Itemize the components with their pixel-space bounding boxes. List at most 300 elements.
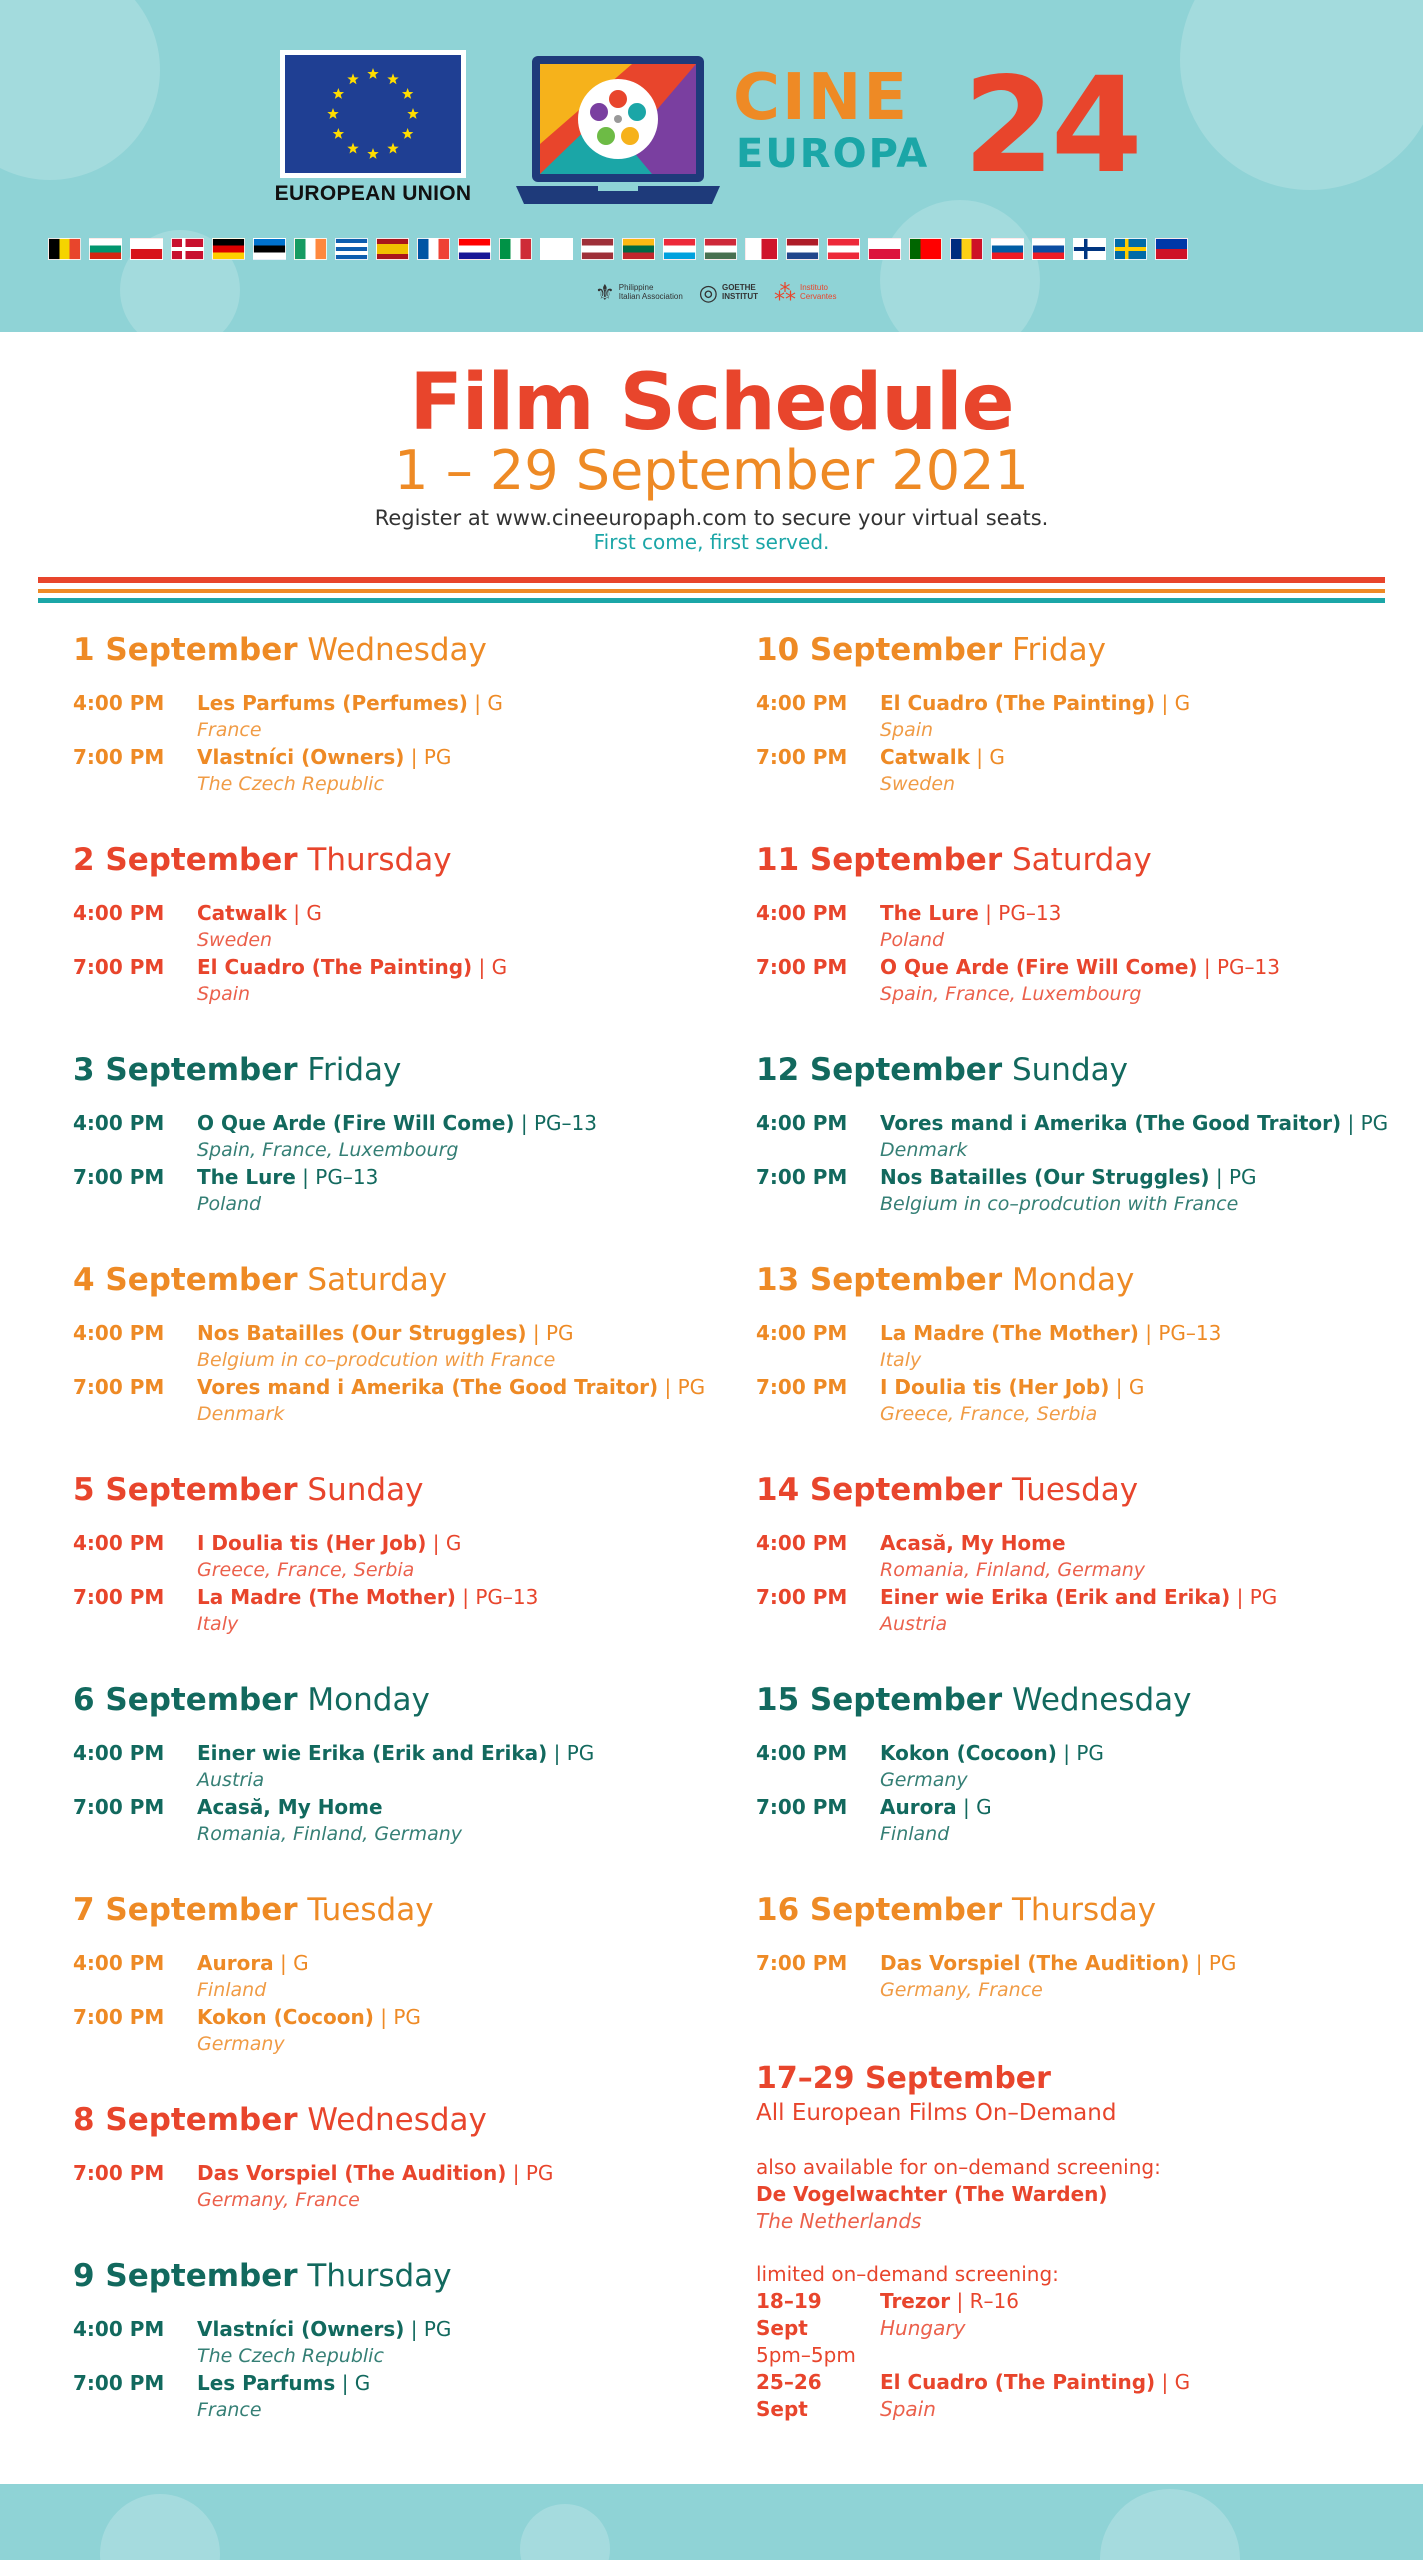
day-heading (73, 1468, 713, 1512)
on-demand-heading: 17–29 September (756, 2061, 1051, 2096)
day-block (73, 2254, 713, 2424)
eu-star (333, 88, 344, 99)
day-block (756, 1258, 1396, 1428)
film-rating: PG (677, 1375, 706, 1399)
day-heading (73, 2098, 713, 2142)
day-date: 13 September (756, 1262, 1003, 1298)
laptop-film-reel-icon (512, 54, 724, 210)
film-country: Germany (880, 1769, 968, 1791)
flag-hungary (704, 238, 737, 260)
day-heading (756, 628, 1396, 672)
film-rating: PG–13 (1216, 955, 1280, 979)
screening-row: 7:00 PM Kokon (Cocoon) | PG Germany (73, 2004, 713, 2058)
decor-circle (880, 200, 1040, 332)
screening-row: 4:00 PM O Que Arde (Fire Will Come) | PG–13 Spain, France, Luxembourg (73, 1110, 713, 1164)
film-country: Italy (880, 1349, 922, 1371)
partner-line2: Italian Association (618, 292, 683, 301)
film-country: Belgium in co–prodcution with France (197, 1349, 556, 1371)
screening-time: 4:00 PM (73, 691, 165, 715)
day-block (73, 2098, 713, 2214)
film-rating: PG (423, 2317, 452, 2341)
flag-portugal (909, 238, 942, 260)
day-date: 6 September (73, 1682, 298, 1718)
screening-row: 4:00 PM I Doulia tis (Her Job) | G Greece, France, Serbia (73, 1530, 713, 1584)
film-rating: PG–13 (1158, 1321, 1222, 1345)
film-country: Germany, France (880, 1979, 1043, 2001)
screening-time: 7:00 PM (756, 745, 848, 769)
film-rating: G (491, 955, 508, 979)
film-country: Sweden (197, 929, 273, 951)
screening-row: 4:00 PM Vores mand i Amerika (The Good Traitor) | PG Denmark (756, 1110, 1396, 1164)
partner-goethe-institut (698, 279, 758, 305)
day-heading (756, 1048, 1396, 1092)
screening-row: 7:00 PM La Madre (The Mother) | PG–13 Italy (73, 1584, 713, 1638)
screening-time: 7:00 PM (756, 1375, 848, 1399)
eu-star (402, 128, 413, 139)
film-rating: PG–13 (998, 901, 1062, 925)
film-country: Italy (197, 1613, 239, 1635)
flag-poland (868, 238, 901, 260)
limited-film: El Cuadro (The Painting) (880, 2370, 1156, 2394)
eu-star (407, 108, 418, 119)
day-weekday: Monday (307, 1682, 430, 1718)
film-title: Aurora (880, 1795, 957, 1819)
screening-time: 7:00 PM (73, 2371, 165, 2395)
screening-time: 4:00 PM (756, 1111, 848, 1135)
film-title: Einer wie Erika (Erik and Erika) (197, 1741, 548, 1765)
day-heading (73, 2254, 713, 2298)
limited-rating: G (1174, 2370, 1191, 2394)
screening-row: 4:00 PM Kokon (Cocoon) | PG Germany (756, 1740, 1396, 1794)
film-country: Sweden (880, 773, 956, 795)
schedule-column-right (756, 628, 1396, 2044)
screening-row: 7:00 PM Vores mand i Amerika (The Good Traitor) | PG Denmark (73, 1374, 713, 1428)
screening-row: 4:00 PM La Madre (The Mother) | PG–13 Italy (756, 1320, 1396, 1374)
partner-philippine-italian-association (595, 279, 683, 305)
film-title: Acasă, My Home (197, 1795, 383, 1819)
screening-row: 4:00 PM Einer wie Erika (Erik and Erika) | PG Austria (73, 1740, 713, 1794)
day-heading (756, 1888, 1396, 1932)
flag-france (417, 238, 450, 260)
day-block (756, 628, 1396, 798)
on-demand-section (756, 2060, 1396, 2423)
flag-croatia (458, 238, 491, 260)
flag-spain (376, 238, 409, 260)
also-available-country: The Netherlands (756, 2209, 922, 2233)
film-rating: G (976, 1795, 992, 1819)
screening-time: 4:00 PM (756, 1741, 848, 1765)
flag-ireland (294, 238, 327, 260)
flag-sweden (1114, 238, 1147, 260)
day-weekday: Thursday (307, 2258, 452, 2294)
flag-greece (335, 238, 368, 260)
screening-time: 7:00 PM (73, 1165, 165, 1189)
film-title: El Cuadro (The Painting) (880, 691, 1156, 715)
screening-time: 7:00 PM (73, 2161, 165, 2185)
day-date: 3 September (73, 1052, 298, 1088)
film-rating: PG–13 (475, 1585, 539, 1609)
divider-stripe-red (38, 577, 1385, 583)
film-country: Denmark (197, 1403, 285, 1425)
day-block (73, 838, 713, 1008)
screening-time: 7:00 PM (73, 1585, 165, 1609)
screening-time: 7:00 PM (73, 1795, 165, 1819)
flag-denmark (171, 238, 204, 260)
film-country: The Czech Republic (197, 2345, 384, 2367)
film-rating: PG (566, 1741, 595, 1765)
screening-row (73, 1794, 713, 1848)
day-date: 10 September (756, 632, 1003, 668)
screening-time: 7:00 PM (756, 1585, 848, 1609)
film-title: Les Parfums (197, 2371, 336, 2395)
screening-time: 4:00 PM (73, 1531, 165, 1555)
limited-time: 5pm–5pm (756, 2343, 856, 2367)
day-block (756, 1048, 1396, 1218)
film-title: The Lure (880, 901, 979, 925)
screening-time: 4:00 PM (73, 1951, 165, 1975)
day-date: 11 September (756, 842, 1003, 878)
logo-cine: CINE (733, 61, 910, 135)
flag-italy (499, 238, 532, 260)
day-heading (73, 1258, 713, 1302)
header-banner (0, 0, 1423, 332)
film-country: France (197, 2399, 262, 2421)
day-block (73, 628, 713, 798)
film-title: Das Vorspiel (The Audition) (197, 2161, 507, 2185)
film-rating: G (989, 745, 1005, 769)
film-country: France (197, 719, 262, 741)
day-heading (756, 1468, 1396, 1512)
flag-czech-republic (130, 238, 163, 260)
film-rating: G (1128, 1375, 1145, 1399)
screening-row: 4:00 PM El Cuadro (The Painting) | G Spain (756, 690, 1396, 744)
day-heading (756, 1678, 1396, 1722)
film-country: Poland (197, 1193, 262, 1215)
film-title: Nos Batailles (Our Struggles) (197, 1321, 527, 1345)
film-country: Finland (197, 1979, 267, 2001)
film-title: Vores mand i Amerika (The Good Traitor) (880, 1111, 1342, 1135)
eu-star (402, 88, 413, 99)
film-country: Finland (880, 1823, 950, 1845)
film-rating: G (306, 901, 322, 925)
day-date: 5 September (73, 1472, 298, 1508)
day-date: 14 September (756, 1472, 1003, 1508)
limited-dates: 25–26 Sept (756, 2370, 822, 2421)
cineeuropa-logo (733, 49, 1143, 203)
screening-row: 7:00 PM El Cuadro (The Painting) | G Spain (73, 954, 713, 1008)
day-block (756, 1888, 1396, 2004)
screening-row: 7:00 PM Das Vorspiel (The Audition) | PG Germany, France (73, 2160, 713, 2214)
association-seal-icon: ⚜ (595, 279, 615, 305)
screening-row: 4:00 PM The Lure | PG–13 Poland (756, 900, 1396, 954)
limited-country: Hungary (880, 2316, 966, 2340)
partner-line2: Cervantes (799, 292, 837, 301)
day-date: 16 September (756, 1892, 1003, 1928)
day-heading (73, 1048, 713, 1092)
screening-time: 7:00 PM (756, 1795, 848, 1819)
also-available-label: also available for on–demand screening: (756, 2155, 1161, 2179)
first-come-note: First come, first served. (593, 530, 830, 554)
limited-label: limited on–demand screening: (756, 2262, 1059, 2286)
partner-line1: Instituto (799, 283, 828, 292)
logo-europa: EUROPA (736, 131, 930, 177)
film-country: Denmark (880, 1139, 968, 1161)
screening-time: 4:00 PM (73, 1741, 165, 1765)
register-note: Register at www.cineeuropaph.com to secure your virtual seats. (374, 506, 1049, 530)
day-date: 8 September (73, 2102, 298, 2138)
film-title: La Madre (The Mother) (880, 1321, 1139, 1345)
film-country: Germany, France (197, 2189, 360, 2211)
film-rating: G (1174, 691, 1191, 715)
eu-label: EUROPEAN UNION (274, 182, 472, 205)
day-heading (756, 838, 1396, 882)
day-heading (756, 1258, 1396, 1302)
film-country: Greece, France, Serbia (880, 1403, 1098, 1425)
film-title: O Que Arde (Fire Will Come) (880, 955, 1198, 979)
film-country: Spain (197, 983, 251, 1005)
flag-slovakia (1032, 238, 1065, 260)
flag-bulgaria (89, 238, 122, 260)
film-title: O Que Arde (Fire Will Come) (197, 1111, 515, 1135)
screening-row: 7:00 PM Les Parfums | G France (73, 2370, 713, 2424)
screening-time: 7:00 PM (73, 2005, 165, 2029)
film-title: Vlastníci (Owners) (197, 2317, 405, 2341)
screening-row: 4:00 PM Aurora | G Finland (73, 1950, 713, 2004)
film-rating: PG (525, 2161, 554, 2185)
film-title: I Doulia tis (Her Job) (880, 1375, 1110, 1399)
film-title: I Doulia tis (Her Job) (197, 1531, 427, 1555)
screening-time: 4:00 PM (756, 691, 848, 715)
flag-malta (745, 238, 778, 260)
film-rating: G (445, 1531, 462, 1555)
limited-rating: R–16 (969, 2289, 1019, 2313)
day-heading (73, 1888, 713, 1932)
screening-time: 7:00 PM (73, 745, 165, 769)
eu-star (387, 73, 398, 84)
film-title: Aurora (197, 1951, 274, 1975)
film-rating: G (354, 2371, 371, 2395)
day-date: 9 September (73, 2258, 298, 2294)
film-rating: G (293, 1951, 309, 1975)
limited-film: Trezor (880, 2289, 951, 2313)
footer-banner (0, 2484, 1423, 2560)
flag-lithuania (622, 238, 655, 260)
day-heading (73, 838, 713, 882)
screening-row: 7:00 PM I Doulia tis (Her Job) | G Greece, France, Serbia (756, 1374, 1396, 1428)
film-country: Austria (880, 1613, 948, 1635)
screening-time: 4:00 PM (756, 1531, 848, 1555)
flag-romania (950, 238, 983, 260)
flag-netherlands (786, 238, 819, 260)
film-title: La Madre (The Mother) (197, 1585, 456, 1609)
decor-circle (1180, 0, 1423, 190)
cervantes-logo-icon: ⁂ (773, 279, 796, 305)
flag-latvia (581, 238, 614, 260)
film-title: The Lure (197, 1165, 296, 1189)
film-country: Belgium in co–prodcution with France (880, 1193, 1239, 1215)
day-weekday: Saturday (1011, 842, 1152, 878)
screening-time: 4:00 PM (73, 1111, 165, 1135)
day-block (73, 1048, 713, 1218)
date-range: 1 – 29 September 2021 (394, 439, 1029, 502)
day-weekday: Wednesday (307, 632, 487, 668)
partner-instituto-cervantes (773, 279, 837, 305)
film-rating: G (487, 691, 503, 715)
partner-line1: GOETHE (721, 283, 756, 292)
film-country: Romania, Finland, Germany (880, 1559, 1146, 1581)
flag-cyprus (540, 238, 573, 260)
film-title: Acasă, My Home (880, 1531, 1066, 1555)
film-rating: PG (1208, 1951, 1237, 1975)
day-weekday: Tuesday (307, 1892, 434, 1928)
partner-logos (595, 272, 845, 312)
flag-slovenia (991, 238, 1024, 260)
film-rating: PG (1076, 1741, 1104, 1765)
page-title: Film Schedule (409, 358, 1014, 448)
screening-row: 4:00 PM Nos Batailles (Our Struggles) | PG Belgium in co–prodcution with France (73, 1320, 713, 1374)
limited-country: Spain (880, 2397, 936, 2421)
eu-star (367, 68, 378, 79)
screening-row: 7:00 PM Vlastníci (Owners) | PG The Czech Republic (73, 744, 713, 798)
film-title: Kokon (Cocoon) (197, 2005, 374, 2029)
eu-star (367, 148, 378, 159)
day-weekday: Sunday (1011, 1052, 1128, 1088)
film-title: El Cuadro (The Painting) (197, 955, 473, 979)
on-demand-sub: All European Films On–Demand (756, 2100, 1117, 2126)
day-weekday: Monday (1011, 1262, 1135, 1298)
screening-row: 7:00 PM Einer wie Erika (Erik and Erika) | PG Austria (756, 1584, 1396, 1638)
eu-stars-icon (285, 55, 461, 173)
day-block (73, 1888, 713, 2058)
film-title: Kokon (Cocoon) (880, 1741, 1057, 1765)
day-date: 1 September (73, 632, 298, 668)
day-weekday: Sunday (307, 1472, 424, 1508)
limited-entry: 25–26 Sept El Cuadro (The Painting) | G Spain (756, 2370, 1191, 2421)
eu-star (327, 108, 338, 119)
also-available-film: De Vogelwachter (The Warden) (756, 2182, 1108, 2206)
day-date: 4 September (73, 1262, 298, 1298)
film-title: Les Parfums (Perfumes) (197, 691, 468, 715)
decor-circle (100, 2494, 220, 2560)
logo-edition-number: 24 (963, 49, 1139, 203)
day-block (756, 1468, 1396, 1638)
flag-estonia (253, 238, 286, 260)
divider-stripe-teal (38, 598, 1385, 603)
film-title: Das Vorspiel (The Audition) (880, 1951, 1190, 1975)
film-title: Vores mand i Amerika (The Good Traitor) (197, 1375, 659, 1399)
day-block (756, 1678, 1396, 1848)
partner-line1: Philippine (618, 283, 654, 292)
day-weekday: Tuesday (1011, 1472, 1139, 1508)
film-rating: PG (393, 2005, 421, 2029)
day-weekday: Wednesday (1011, 1682, 1192, 1718)
film-rating: PG–13 (533, 1111, 597, 1135)
film-country: Spain, France, Luxembourg (880, 983, 1142, 1005)
film-country: Austria (197, 1769, 265, 1791)
film-country: Germany (197, 2033, 285, 2055)
screening-row: 7:00 PM The Lure | PG–13 Poland (73, 1164, 713, 1218)
day-heading (73, 1678, 713, 1722)
eu-star (387, 143, 398, 154)
screening-time: 4:00 PM (73, 1321, 165, 1345)
day-weekday: Friday (307, 1052, 402, 1088)
flag-austria (827, 238, 860, 260)
screening-row: 7:00 PM Aurora | G Finland (756, 1794, 1396, 1848)
screening-time: 4:00 PM (73, 2317, 165, 2341)
day-weekday: Thursday (307, 842, 452, 878)
film-title: Catwalk (197, 901, 287, 925)
eu-star (333, 128, 344, 139)
film-rating: PG (1228, 1165, 1257, 1189)
divider-stripe-orange (38, 589, 1385, 593)
day-date: 12 September (756, 1052, 1003, 1088)
film-title: Catwalk (880, 745, 970, 769)
film-country: Romania, Finland, Germany (197, 1823, 463, 1845)
film-country: Spain (880, 719, 934, 741)
screening-time: 7:00 PM (73, 1375, 165, 1399)
film-country: Greece, France, Serbia (197, 1559, 415, 1581)
day-date: 7 September (73, 1892, 298, 1928)
film-title: Einer wie Erika (Erik and Erika) (880, 1585, 1231, 1609)
flag-finland (1073, 238, 1106, 260)
screening-row: 7:00 PM O Que Arde (Fire Will Come) | PG–13 Spain, France, Luxembourg (756, 954, 1396, 1008)
goethe-logo-icon: ◎ (698, 279, 718, 305)
screening-time: 7:00 PM (756, 1165, 848, 1189)
film-country: The Czech Republic (197, 773, 384, 795)
film-title: Nos Batailles (Our Struggles) (880, 1165, 1210, 1189)
screening-time: 7:00 PM (756, 1951, 848, 1975)
day-weekday: Thursday (1011, 1892, 1157, 1928)
flag-belgium (48, 238, 81, 260)
member-flags-row (48, 238, 1378, 264)
day-weekday: Friday (1011, 632, 1106, 668)
day-heading (73, 628, 713, 672)
decor-circle (520, 2504, 610, 2560)
eu-flag-logo (280, 50, 466, 178)
film-country: Poland (880, 929, 945, 951)
day-weekday: Wednesday (307, 2102, 487, 2138)
schedule-column-left (73, 628, 713, 2464)
screening-row: 7:00 PM Das Vorspiel (The Audition) | PG Germany, France (756, 1950, 1396, 2004)
flag-philippines (1155, 238, 1188, 260)
screening-row: 4:00 PM Catwalk | G Sweden (73, 900, 713, 954)
eu-star (347, 143, 358, 154)
screening-time: 4:00 PM (756, 901, 848, 925)
flag-luxembourg (663, 238, 696, 260)
day-block (73, 1468, 713, 1638)
screening-time: 7:00 PM (73, 955, 165, 979)
day-block (756, 838, 1396, 1008)
partner-line2: INSTITUT (721, 292, 758, 301)
film-rating: PG (1249, 1585, 1278, 1609)
limited-entry: 18–19 Sept 5pm–5pm Trezor | R–16 Hungary (756, 2289, 1019, 2367)
decor-circle (0, 0, 160, 180)
screening-time: 4:00 PM (756, 1321, 848, 1345)
screening-time: 7:00 PM (756, 955, 848, 979)
eu-star (347, 73, 358, 84)
film-rating: PG–13 (315, 1165, 379, 1189)
film-rating: PG (1360, 1111, 1389, 1135)
decor-circle (1100, 2489, 1240, 2560)
day-block (73, 1678, 713, 1848)
film-rating: PG (545, 1321, 574, 1345)
screening-row: 4:00 PM Vlastníci (Owners) | PG The Czech Republic (73, 2316, 713, 2370)
day-block (73, 1258, 713, 1428)
day-weekday: Saturday (307, 1262, 448, 1298)
flag-germany (212, 238, 245, 260)
film-country: Spain, France, Luxembourg (197, 1139, 459, 1161)
film-title: Vlastníci (Owners) (197, 745, 405, 769)
